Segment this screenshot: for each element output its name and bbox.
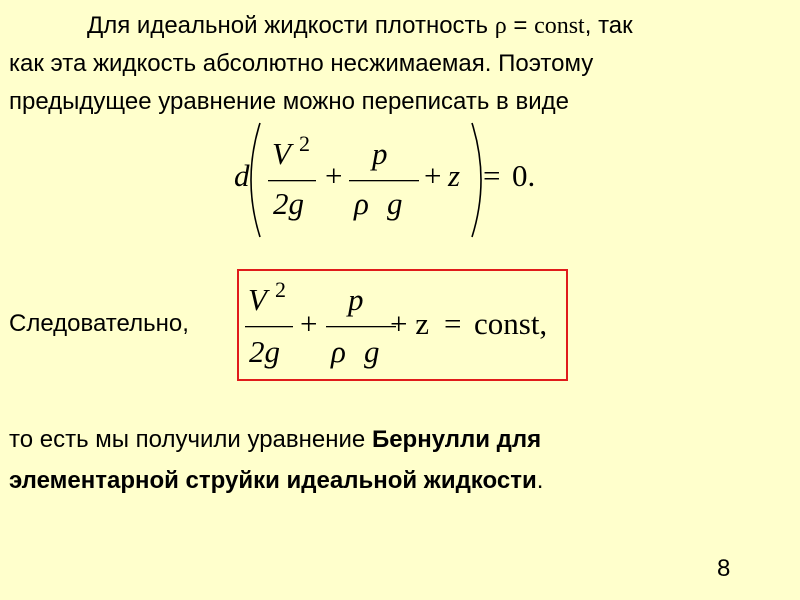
equation-differential: [230, 118, 560, 243]
conclusion-text: то есть мы получили уравнение: [9, 426, 372, 453]
bernoulli-term-2: элементарной струйки идеальной жидкости: [9, 467, 537, 494]
intro-text-1: Для идеальной жидкости плотность: [87, 12, 495, 39]
rho-symbol: ρ: [494, 13, 507, 39]
height-z: z: [448, 158, 461, 193]
conclusion-line-1: [9, 419, 789, 460]
plus-z: + z: [390, 306, 429, 341]
period: .: [536, 467, 544, 494]
fraction-bar-4: [326, 326, 396, 327]
denominator-2g: 2g: [273, 186, 304, 221]
pressure-p: p: [372, 136, 388, 171]
density-rho-2: ρ: [331, 334, 346, 369]
exponent-2-2: 2: [275, 277, 286, 302]
velocity-v-2: V: [248, 282, 267, 317]
intro-text-1-end: , так: [584, 12, 633, 39]
zero-value: 0.: [512, 158, 536, 193]
gravity-g-2: g: [364, 334, 380, 369]
fraction-bar-2: [349, 180, 419, 181]
conclusion-line-2: [9, 460, 789, 501]
conclusion-paragraph: [9, 419, 789, 501]
fraction-bar-1: [268, 180, 316, 181]
velocity-v: V: [272, 136, 291, 171]
const-value: const,: [474, 306, 548, 341]
page-number: 8: [717, 555, 731, 582]
equals-sign-2: =: [444, 306, 462, 341]
equals-sign: =: [483, 158, 501, 193]
right-paren: [472, 123, 481, 237]
gravity-g: g: [387, 186, 403, 221]
denominator-2g-2: 2g: [249, 334, 280, 369]
consequently-label: Следовательно,: [9, 310, 189, 337]
exponent-2: 2: [299, 131, 310, 156]
bernoulli-equation: [240, 272, 566, 378]
left-paren: [251, 123, 260, 237]
density-rho: ρ: [354, 186, 369, 221]
const-word: const: [534, 13, 585, 39]
plus-sign-1: +: [325, 158, 343, 193]
differential-d: d: [234, 158, 250, 193]
plus-sign-2: +: [424, 158, 442, 193]
equals-text: =: [506, 12, 535, 39]
fraction-bar-3: [245, 326, 293, 327]
intro-line-2: как эта жидкость абсолютно несжимаемая. Поэтому: [9, 50, 594, 77]
bernoulli-term-1: Бернулли для: [371, 426, 542, 453]
intro-line-3: предыдущее уравнение можно переписать в виде: [9, 88, 569, 115]
intro-paragraph: [9, 7, 789, 121]
intro-line-1: [9, 7, 789, 45]
plus-sign-3: +: [300, 306, 318, 341]
pressure-p-2: p: [348, 282, 364, 317]
